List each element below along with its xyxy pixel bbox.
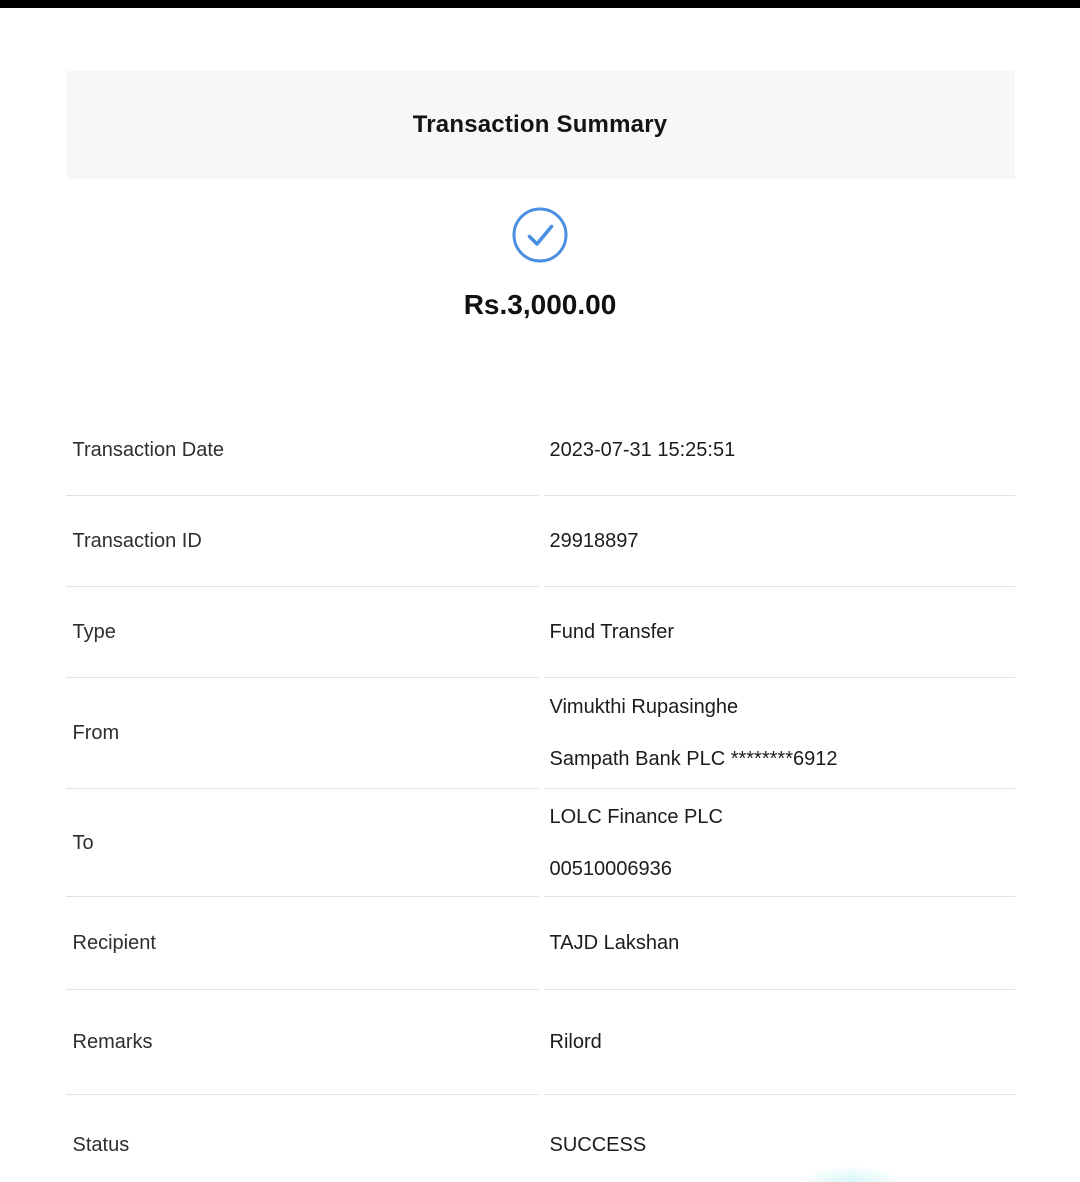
table-row: [66, 496, 1015, 587]
transaction-details-table: [66, 405, 1015, 1182]
detail-value-cell: [544, 405, 1015, 496]
top-status-bar: [0, 0, 1080, 8]
detail-label: Transaction Date: [72, 439, 225, 461]
detail-label: Type: [72, 621, 116, 643]
detail-label: To: [72, 831, 94, 854]
detail-value: 2023-07-31 15:25:51: [549, 439, 736, 461]
table-row: [66, 587, 1015, 678]
detail-label-cell: [66, 678, 539, 789]
detail-label-cell: [66, 1095, 539, 1182]
detail-label-cell: [66, 789, 539, 897]
detail-label: Remarks: [72, 1031, 153, 1053]
table-row: [66, 897, 1015, 990]
detail-value-cell: [544, 1095, 1015, 1182]
detail-value: SUCCESS: [549, 1134, 647, 1156]
success-check-icon: [66, 207, 1015, 263]
detail-value: Fund Transfer: [549, 621, 675, 643]
detail-label: From: [72, 722, 120, 744]
detail-value-cell: [544, 587, 1015, 678]
detail-value: Sampath Bank PLC ********6912: [549, 748, 838, 770]
summary-header: [66, 71, 1015, 179]
detail-label-cell: [66, 897, 539, 990]
detail-value-cell: [544, 897, 1015, 990]
check-circle-icon: [512, 207, 568, 263]
detail-label-cell: [66, 405, 539, 496]
detail-value-cell: [544, 678, 1015, 789]
table-row: [66, 678, 1015, 789]
transaction-amount: Rs.3,000.00: [463, 289, 617, 320]
detail-label: Recipient: [72, 932, 156, 954]
detail-value: 29918897: [549, 530, 639, 552]
page-title: Transaction Summary: [412, 111, 668, 138]
detail-label: Status: [72, 1134, 130, 1156]
detail-value-cell: [544, 789, 1015, 897]
detail-value: Vimukthi Rupasinghe: [549, 696, 739, 718]
detail-label-cell: [66, 587, 539, 678]
detail-label: Transaction ID: [72, 530, 202, 552]
table-row: [66, 789, 1015, 897]
table-row: [66, 405, 1015, 496]
transaction-summary-card: [66, 71, 1015, 1182]
table-row: [66, 990, 1015, 1095]
detail-value: 00510006936: [549, 857, 672, 880]
table-row: [66, 1095, 1015, 1182]
detail-label-cell: [66, 496, 539, 587]
detail-value: Rilord: [549, 1031, 602, 1053]
detail-value-cell: [544, 496, 1015, 587]
detail-value: LOLC Finance PLC: [549, 805, 723, 828]
detail-label-cell: [66, 990, 539, 1095]
detail-value: TAJD Lakshan: [549, 932, 680, 954]
detail-value-cell: [544, 990, 1015, 1095]
